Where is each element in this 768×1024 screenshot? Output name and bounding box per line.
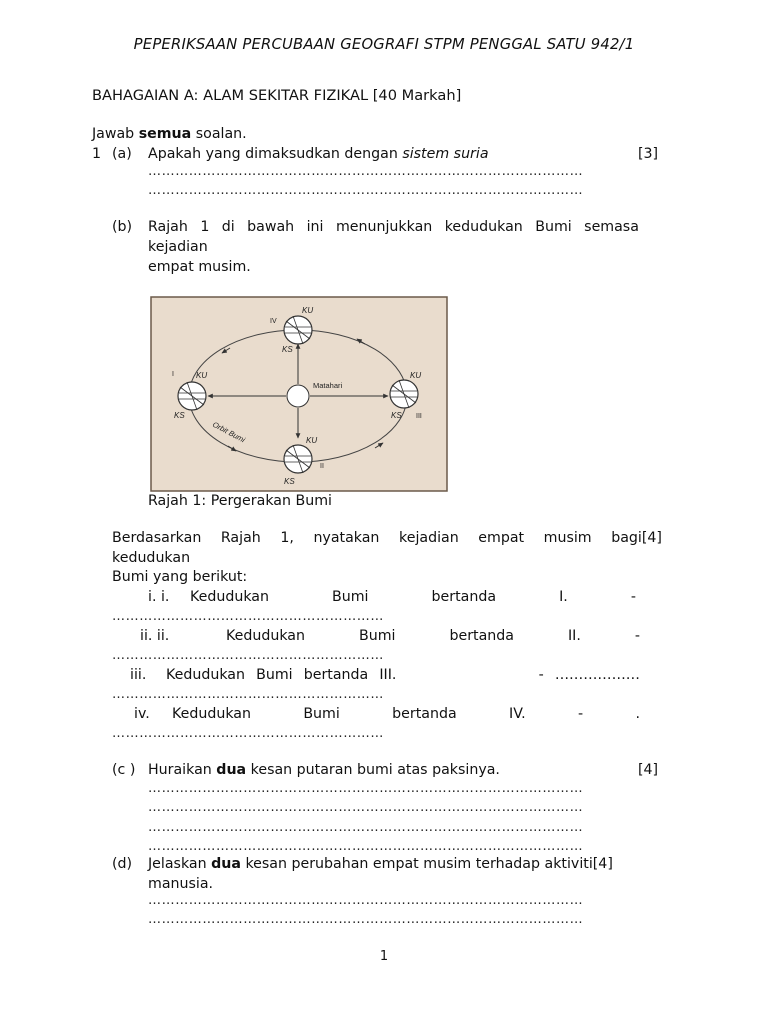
north-pole-label: KU — [302, 306, 314, 315]
q1a-text — [148, 146, 489, 162]
answer-line: …………………………………………………… — [112, 726, 384, 741]
word: III. — [379, 667, 397, 683]
word: nyatakan — [313, 530, 380, 546]
based-line1 — [112, 530, 662, 546]
item-i-prefix: i. i. — [148, 589, 170, 605]
word: IV. — [509, 706, 526, 722]
word: musim — [543, 530, 592, 546]
word: - — [538, 667, 544, 683]
word: Bumi — [303, 706, 340, 722]
word: I. — [559, 589, 568, 605]
q1a-question: Apakah yang dimaksudkan dengan — [148, 146, 403, 162]
word: Bumi — [358, 628, 396, 644]
q1c-text — [148, 762, 500, 778]
word: di — [221, 219, 235, 235]
instruction-bold: semua — [138, 126, 192, 142]
q1d-label: (d) — [112, 856, 133, 872]
word: Bumi — [535, 219, 572, 235]
word: kejadian — [399, 530, 459, 546]
page-number: 1 — [379, 949, 389, 964]
item-iii-prefix: iii. — [130, 667, 147, 683]
based-line2: kedudukan — [112, 550, 191, 566]
south-pole-label: KS — [282, 345, 293, 354]
page-header: PEPERIKSAAN PERCUBAAN GEOGRAFI STPM PENGGAL SATU 942/1 — [133, 36, 635, 53]
q1c-pre: Huraikan — [148, 762, 217, 778]
q1d-bold: dua — [211, 856, 241, 872]
word: - — [630, 589, 636, 605]
orbit-label: Orbit Bumi — [211, 419, 247, 445]
word: - — [577, 706, 584, 722]
position-label: IV — [270, 318, 277, 325]
word: Kedudukan — [226, 628, 305, 644]
word: . — [635, 706, 640, 722]
north-pole-label: KU — [196, 371, 208, 380]
q1a-marks: [3] — [638, 146, 659, 162]
answer-line: …………………………………………………………………………………… — [148, 183, 584, 198]
answer-line: …………………………………………………… — [112, 687, 384, 702]
word: kedudukan — [444, 219, 523, 235]
north-pole-label: KU — [306, 436, 318, 445]
word: bertanda — [303, 667, 369, 683]
q1c-label: (c ) — [112, 762, 136, 778]
earth-orbit-diagram — [150, 296, 448, 492]
word: Rajah — [148, 219, 188, 235]
answer-line: …………………………………………………………………………………… — [148, 164, 584, 179]
q1b-label: (b) — [112, 219, 133, 235]
q1d-line2: manusia. — [148, 876, 214, 892]
word: - — [634, 628, 640, 644]
q1a-label: (a) — [112, 146, 132, 162]
section-title: BAHAGAIAN A: ALAM SEKITAR FIZIKAL [40 Markah] — [92, 87, 462, 104]
item-iv-prefix: iv. — [134, 706, 150, 722]
answer-line: …………………………………………………………………………………… — [148, 893, 584, 908]
q1c-marks: [4] — [638, 762, 659, 778]
instruction-post: soalan. — [191, 126, 247, 142]
word: Berdasarkan — [112, 530, 202, 546]
word: Bumi — [256, 667, 293, 683]
figure-caption: Rajah 1: Pergerakan Bumi — [148, 493, 332, 509]
item-iii-line — [166, 667, 640, 683]
item-ii-prefix: ii. ii. — [140, 628, 170, 644]
word: 1, — [280, 530, 294, 546]
q1b-line3: empat musim. — [148, 259, 251, 275]
word: bertanda — [431, 589, 497, 605]
word: Rajah — [220, 530, 261, 546]
item-ii-line — [226, 628, 640, 644]
answer-line: …………………………………………………………………………………… — [148, 839, 584, 854]
q1d-pre: Jelaskan — [148, 856, 212, 872]
based-line3: Bumi yang berikut: — [112, 569, 248, 585]
sun-icon — [287, 385, 309, 407]
word: bagi[4] — [611, 530, 662, 546]
answer-line: …………………………………………………… — [112, 609, 384, 624]
position-label: I — [172, 371, 174, 378]
question-number: 1 — [92, 146, 102, 162]
word: II. — [567, 628, 581, 644]
answer-line: …………………………………………………………………………………… — [148, 800, 584, 815]
q1d-post: kesan perubahan empat musim terhadap aktiviti[4] — [240, 856, 613, 872]
instruction — [92, 126, 247, 142]
word: semasa — [584, 219, 639, 235]
q1c-post: kesan putaran bumi atas paksinya. — [246, 762, 500, 778]
q1c-bold: dua — [216, 762, 247, 778]
position-label: II — [320, 463, 324, 470]
q1a-italic-term: sistem suria — [402, 146, 489, 162]
answer-line: …………………………………………………………………………………… — [148, 912, 584, 927]
item-i-line — [190, 589, 636, 605]
north-pole-label: KU — [410, 371, 422, 380]
word: Kedudukan — [172, 706, 251, 722]
word: ini — [306, 219, 324, 235]
q1b-line1 — [148, 219, 639, 235]
word: bawah — [247, 219, 295, 235]
word: empat — [478, 530, 525, 546]
answer-line: …………………………………………………… — [112, 648, 384, 663]
position-label: III — [416, 413, 422, 420]
item-iv-line — [172, 706, 640, 722]
word: bertanda — [449, 628, 514, 644]
word: Bumi — [332, 589, 369, 605]
word: menunjukkan — [335, 219, 433, 235]
word: Kedudukan — [166, 667, 245, 683]
answer-line: …………………………………………………………………………………… — [148, 820, 584, 835]
south-pole-label: KS — [284, 477, 295, 486]
instruction-pre: Jawab — [92, 126, 139, 142]
word: Kedudukan — [190, 589, 269, 605]
word: 1 — [200, 219, 210, 235]
figure-earth-orbit — [150, 296, 448, 492]
sun-label: Matahari — [313, 381, 343, 390]
answer-line: …………………………………………………………………………………… — [148, 781, 584, 796]
q1d-text — [148, 856, 613, 872]
south-pole-label: KS — [391, 411, 402, 420]
word: bertanda — [392, 706, 457, 722]
q1b-line2: kejadian — [148, 239, 208, 255]
south-pole-label: KS — [174, 411, 185, 420]
word: ……………… — [554, 667, 640, 683]
